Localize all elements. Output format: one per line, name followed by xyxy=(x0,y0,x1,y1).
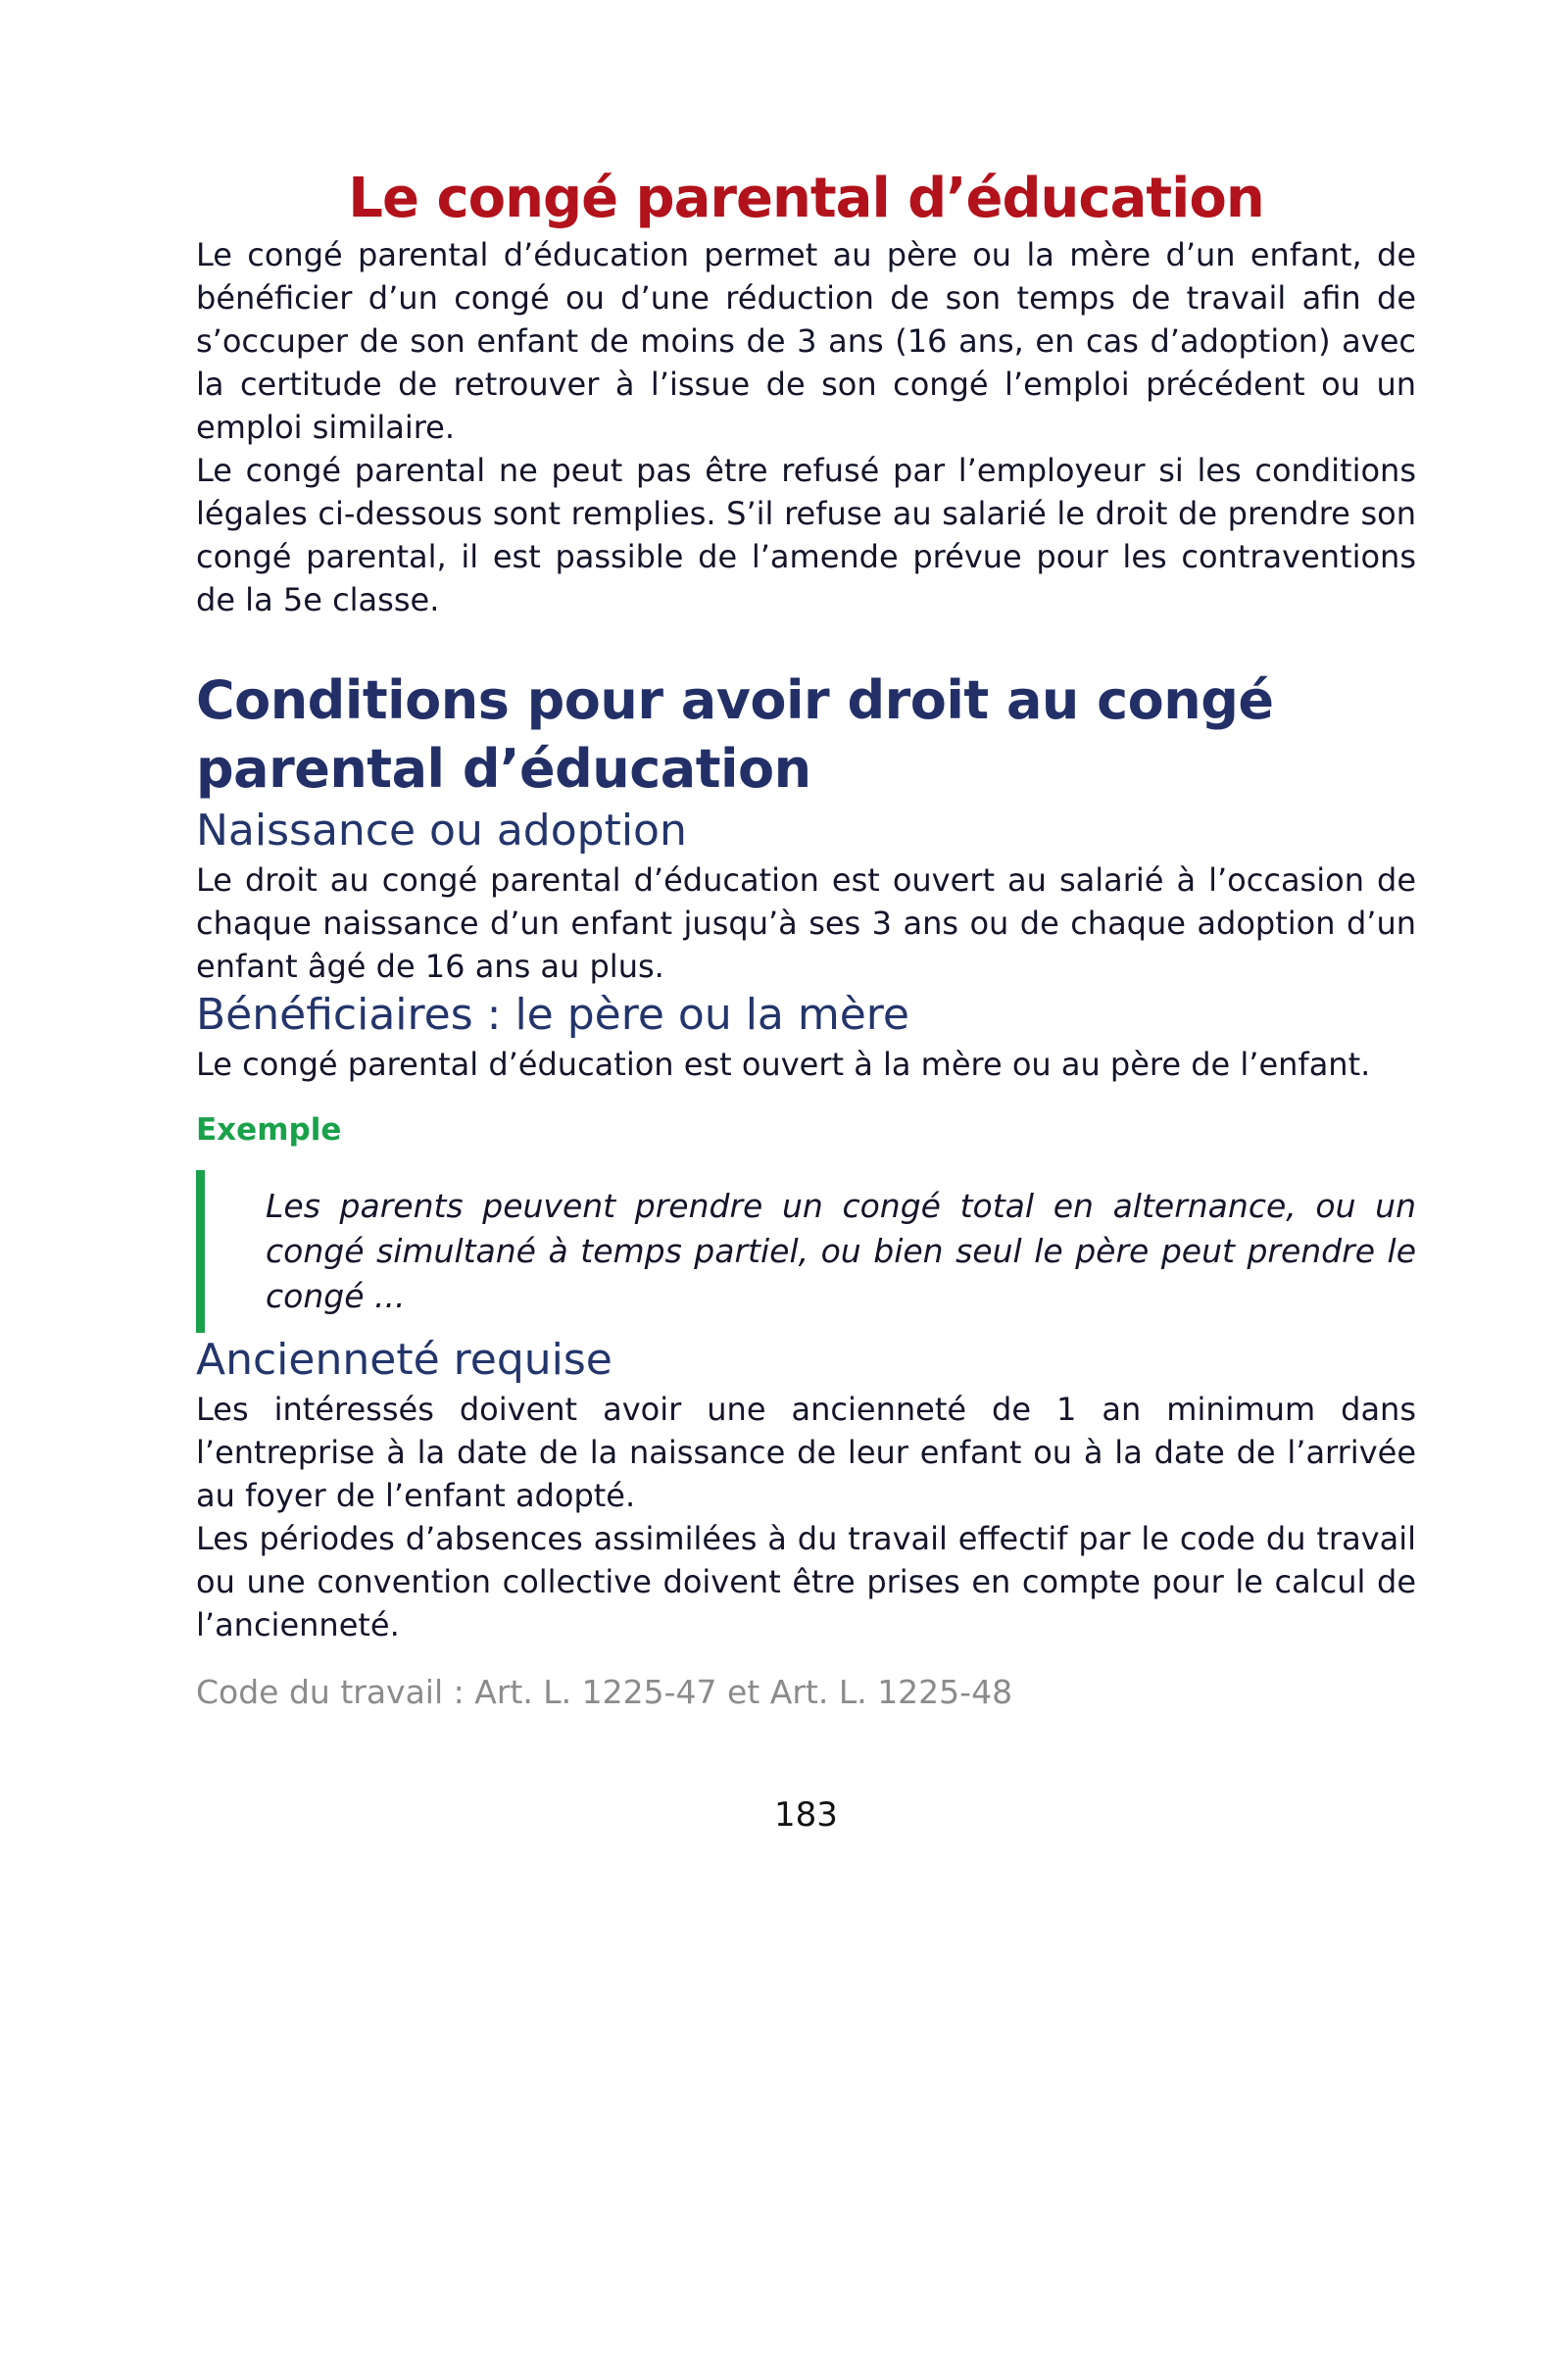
intro-paragraph-2: Le congé parental ne peut pas être refusé par l’employeur si les conditions légales ci-dessous sont remplies. S’il refuse au salarié le droit de prendre son congé parental, il est passible de l’amende prévue pour les contraventions de la 5e classe. xyxy=(196,452,1416,618)
intro-paragraph-1: Le congé parental d’éducation permet au père ou la mère d’un enfant, de bénéficier d’un congé ou d’une réduction de son temps de travail afin de s’occuper de son enfant de moins de 3 ans (16 ans, en cas d’adoption) avec la certitude de retrouver à l’issue de son congé l’emploi précédent ou un emploi similaire. xyxy=(196,236,1416,446)
page-title: Le congé parental d’éducation xyxy=(348,167,1264,230)
paragraph-anciennete-1: Les intéressés doivent avoir une ancienneté de 1 an minimum dans l’entreprise à la date de la naissance de leur enfant ou à la date de l’arrivée au foyer de l’enfant adopté. xyxy=(196,1391,1416,1514)
paragraph-anciennete-2: Les périodes d’absences assimilées à du travail effectif par le code du travail ou une convention collective doivent être prises en compte pour le calcul de l’ancienneté. xyxy=(196,1520,1416,1643)
legal-reference: Code du travail : Art. L. 1225-47 et Art. L. 1225-48 xyxy=(196,1673,1013,1711)
subheading-beneficiaires: Bénéficiaires : le père ou la mère xyxy=(196,990,909,1040)
subheading-naissance-ou-adoption: Naissance ou adoption xyxy=(196,806,687,856)
example-quote-block: Les parents peuvent prendre un congé total en alternance, ou un congé simultané à temps partiel, ou bien seul le père peut prendre le congé ... xyxy=(196,1170,1416,1333)
subheading-anciennete-requise: Ancienneté requise xyxy=(196,1335,612,1385)
page-number: 183 xyxy=(774,1795,838,1835)
example-label: Exemple xyxy=(196,1112,342,1148)
paragraph-naissance: Le droit au congé parental d’éducation est ouvert au salarié à l’occasion de chaque naissance d’un enfant jusqu’à ses 3 ans ou de chaque adoption d’un enfant âgé de 16 ans au plus. xyxy=(196,861,1416,985)
section-heading-conditions: Conditions pour avoir droit au congé parental d’éducation xyxy=(196,669,1274,800)
paragraph-beneficiaires: Le congé parental d’éducation est ouvert à la mère ou au père de l’enfant. xyxy=(196,1046,1371,1083)
